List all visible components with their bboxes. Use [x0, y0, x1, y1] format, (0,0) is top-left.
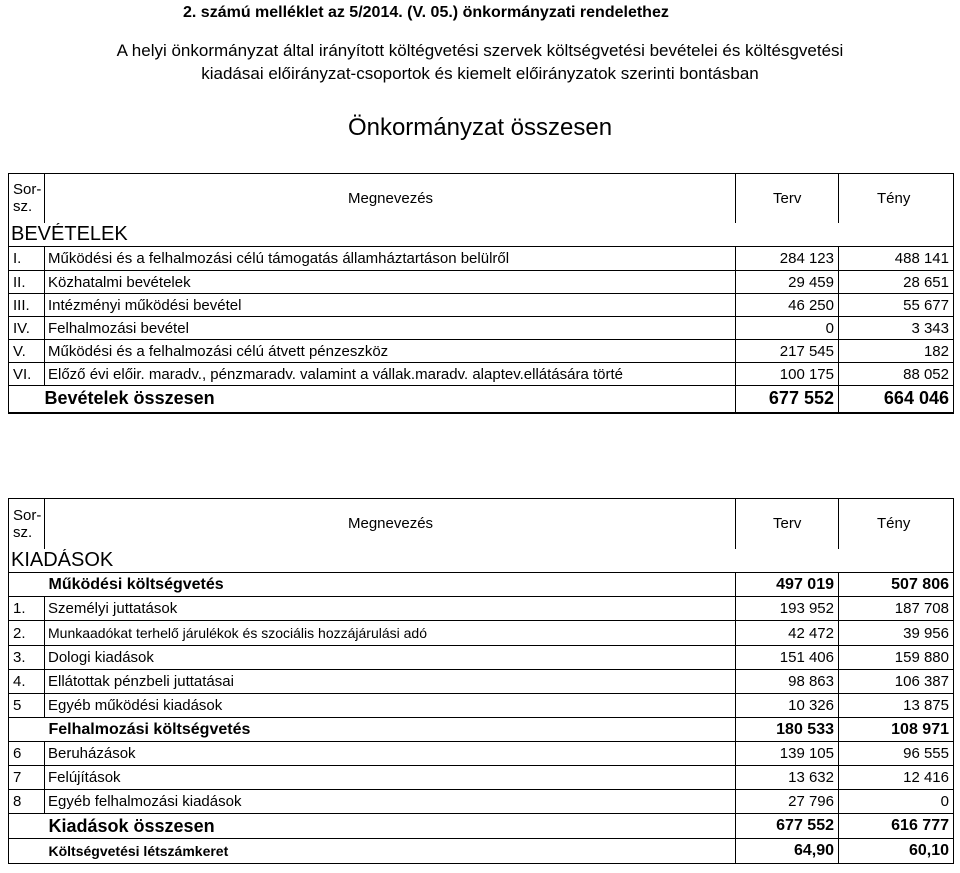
subtitle-line-2: kiadásai előirányzat-csoportok és kiemelt előirányzatok szerinti bontásban	[201, 64, 759, 83]
table-row: II. Közhatalmi bevételek 29 459 28 651	[9, 271, 954, 294]
table-row: I. Működési és a felhalmozási célú támogatás államháztartáson belülről 284 123 488 141	[9, 247, 954, 271]
expense-header-row	[9, 499, 954, 549]
table-row: 8 Egyéb felhalmozási kiadások 27 796 0	[9, 790, 954, 814]
table-row: 2. Munkaadókat terhelő járulékok és szociális hozzájárulási adó 42 472 39 956	[9, 621, 954, 646]
table-row: IV. Felhalmozási bevétel 0 3 343	[9, 317, 954, 340]
col-name: Megnevezés	[45, 499, 736, 549]
page-title: Önkormányzat összesen	[347, 114, 613, 141]
table-row: 6 Beruházások 139 105 96 555	[9, 742, 954, 766]
table-row: 7 Felújítások 13 632 12 416	[9, 766, 954, 790]
annex-title: 2. számú melléklet az 5/2014. (V. 05.) önkormányzati rendelethez	[183, 4, 669, 21]
subtitle-line-1: A helyi önkormányzat által irányított költégvetési szervek költségvetési bevételei és költésgvetési	[116, 41, 844, 60]
col-terv: Terv	[736, 499, 839, 549]
col-sor: Sor- sz.	[9, 499, 45, 549]
table-row: VI. Előző évi előir. maradv., pénzmaradv. valamint a vállak.maradv. alaptev.ellátására törté 100 175 88 052	[9, 363, 954, 386]
table-row: 3. Dologi kiadások 151 406 159 880	[9, 646, 954, 670]
col-teny: Tény	[839, 174, 954, 223]
group-row: Működési költségvetés 497 019 507 806	[9, 573, 954, 597]
table-row: 1. Személyi juttatások 193 952 187 708	[9, 597, 954, 621]
group-row: Felhalmozási költségvetés 180 533 108 971	[9, 718, 954, 742]
table-row: V. Működési és a felhalmozási célú átvett pénzeszköz 217 545 182	[9, 340, 954, 363]
staff-row: Költségvetési létszámkeret 64,90 60,10	[9, 839, 954, 864]
expense-total-row: Kiadások összesen 677 552 616 777	[9, 814, 954, 839]
expense-table	[8, 498, 954, 864]
col-sor: Sor- sz.	[9, 174, 45, 223]
col-name: Megnevezés	[45, 174, 736, 223]
col-teny: Tény	[839, 499, 954, 549]
table-row: III. Intézményi működési bevétel 46 250 55 677	[9, 294, 954, 317]
section-expense: KIADÁSOK	[9, 549, 954, 573]
income-table	[8, 173, 954, 414]
income-total-row: Bevételek összesen 677 552 664 046	[9, 386, 954, 413]
income-header-row	[9, 174, 954, 223]
table-row: 4. Ellátottak pénzbeli juttatásai 98 863 106 387	[9, 670, 954, 694]
section-income: BEVÉTELEK	[9, 223, 954, 247]
col-terv: Terv	[736, 174, 839, 223]
table-row: 5 Egyéb működési kiadások 10 326 13 875	[9, 694, 954, 718]
